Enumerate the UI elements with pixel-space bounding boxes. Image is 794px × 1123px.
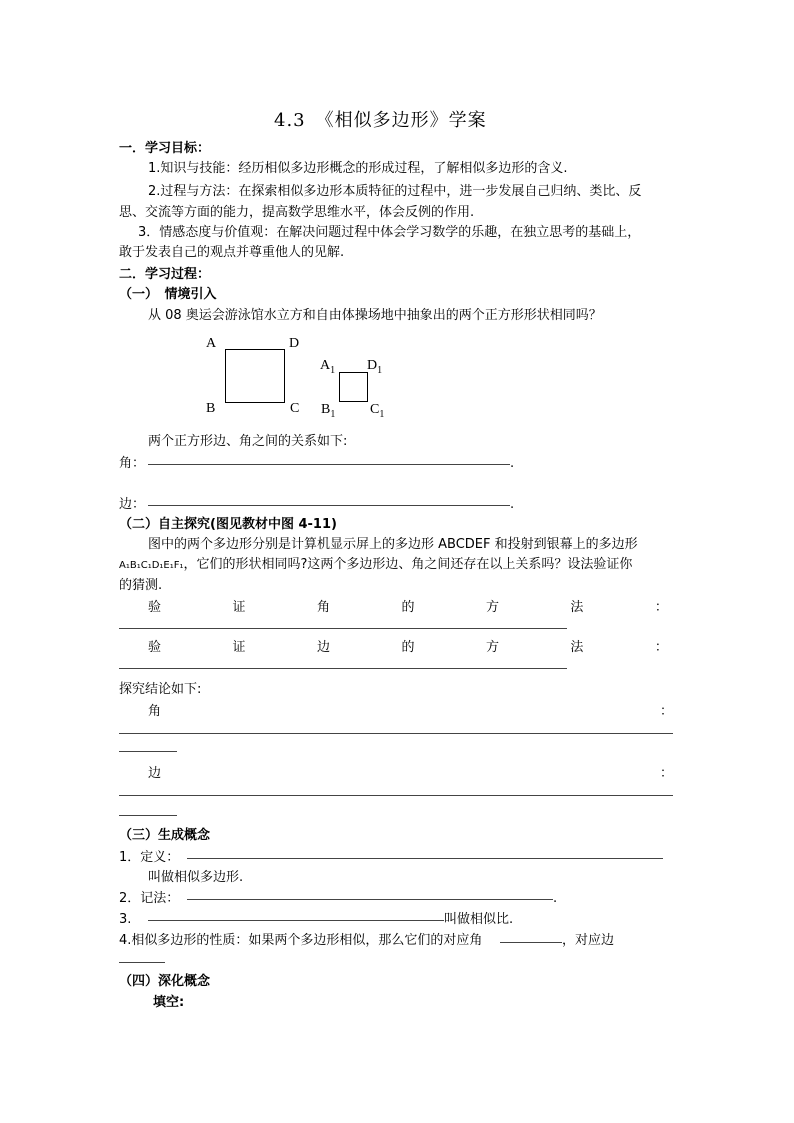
side-end: . (510, 497, 515, 512)
verify-side-char: 的 (401, 640, 415, 655)
ratio-blank[interactable] (148, 920, 444, 921)
part2-text2-rest: ，它们的形状相同吗?这两个多边形边、角之间还存在以上关系吗？设法验证你 (183, 557, 633, 572)
ratio-tail: 叫做相似比. (444, 912, 514, 927)
part1-heading: （一） 情境引入 (119, 287, 217, 302)
part2-text3: 的猜测. (119, 578, 163, 593)
small-square (339, 372, 368, 402)
polygon-name: A₁B₁C₁D₁E₁F₁ (119, 560, 184, 571)
conclusion-angle-colon: ： (660, 704, 674, 719)
conclusion-side: 边 (148, 766, 162, 781)
objective-1: 1.知识与技能：经历相似多边形概念的形成过程，了解相似多边形的含义. (148, 161, 568, 176)
verify-side-row (148, 639, 668, 656)
verify-angle-blank[interactable] (119, 628, 567, 629)
verify-side-char: 方 (485, 640, 499, 655)
verify-angle-char: 证 (232, 600, 246, 615)
verify-side-char: 验 (148, 640, 162, 655)
property-side-blank[interactable] (119, 962, 165, 963)
verify-side-char: 法 (570, 640, 584, 655)
conclusion-angle-blank[interactable] (119, 733, 673, 734)
conclusion-label: 探究结论如下: (119, 682, 202, 697)
notation-label: 2．记法： (119, 891, 180, 906)
part2-heading: （二）自主探究(图见教材中图 4-11) (119, 517, 337, 532)
section2-heading: 二．学习过程： (119, 267, 211, 282)
label-D1: $D_1$ (367, 358, 383, 376)
verify-side-char: 证 (232, 640, 246, 655)
side-blank[interactable] (148, 505, 510, 506)
angle-end: . (510, 456, 515, 471)
conclusion-side-blank-2[interactable] (119, 815, 177, 816)
verify-side-char: ： (654, 640, 668, 655)
verify-angle-char: 的 (401, 600, 415, 615)
verify-angle-char: 角 (316, 600, 330, 615)
definition-label: 1．定义： (119, 850, 180, 865)
conclusion-angle: 角 (148, 704, 162, 719)
verify-angle-char: ： (654, 600, 668, 615)
part2-text1: 图中的两个多边形分别是计算机显示屏上的多边形 ABCDEF 和投射到银幕上的多边形 (148, 537, 638, 552)
fill-label: 填空: (153, 995, 185, 1010)
notation-blank[interactable] (187, 899, 553, 900)
section1-heading: 一．学习目标： (119, 141, 211, 156)
part3-heading: （三）生成概念 (119, 828, 211, 843)
label-B: B (206, 401, 216, 416)
verify-angle-char: 法 (570, 600, 584, 615)
big-square (225, 349, 285, 403)
label-C1: $C_1$ (370, 402, 385, 420)
label-D: D (289, 336, 300, 351)
label-B1: $B_1$ (321, 402, 336, 420)
label-C: C (290, 401, 300, 416)
conclusion-side-blank[interactable] (119, 795, 673, 796)
verify-angle-char: 验 (148, 600, 162, 615)
objective-3: 3．情感态度与价值观：在解决问题过程中体会学习数学的乐趣，在独立思考的基础上， (138, 225, 641, 240)
conclusion-angle-blank-2[interactable] (119, 751, 177, 752)
angle-label: 角： (119, 456, 146, 471)
part1-question: 从 08 奥运会游泳馆水立方和自由体操场地中抽象出的两个正方形形状相同吗？ (148, 308, 602, 323)
notation-end: . (553, 891, 558, 906)
property-mid: ，对应边 (562, 933, 615, 948)
verify-angle-row (148, 599, 668, 616)
verify-angle-char: 方 (485, 600, 499, 615)
property-angle-blank[interactable] (500, 942, 562, 943)
conclusion-side-colon: ： (660, 766, 674, 781)
page-title: 4.3 《相似多边形》学案 (274, 110, 487, 131)
part2-text2 (119, 556, 632, 574)
property-text: 4.相似多边形的性质：如果两个多边形相似，那么它们的对应角 (119, 933, 483, 948)
verify-side-blank[interactable] (119, 668, 567, 669)
objective-3-cont: 敢于发表自己的观点并尊重他人的见解. (119, 245, 345, 260)
ratio-label: 3. (119, 912, 132, 927)
definition-tail: 叫做相似多边形. (148, 870, 244, 885)
label-A: A (206, 336, 217, 351)
relation-intro: 两个正方形边、角之间的关系如下: (148, 434, 348, 449)
angle-blank[interactable] (148, 464, 510, 465)
verify-side-char: 边 (316, 640, 330, 655)
definition-blank[interactable] (187, 858, 663, 859)
objective-2-cont: 思、交流等方面的能力，提高数学思维水平，体会反例的作用. (119, 205, 475, 220)
part4-heading: （四）深化概念 (119, 974, 211, 989)
objective-2: 2.过程与方法：在探索相似多边形本质特征的过程中，进一步发展自己归纳、类比、反 (148, 184, 642, 199)
side-label: 边： (119, 497, 146, 512)
label-A1: $A_1$ (320, 358, 336, 376)
